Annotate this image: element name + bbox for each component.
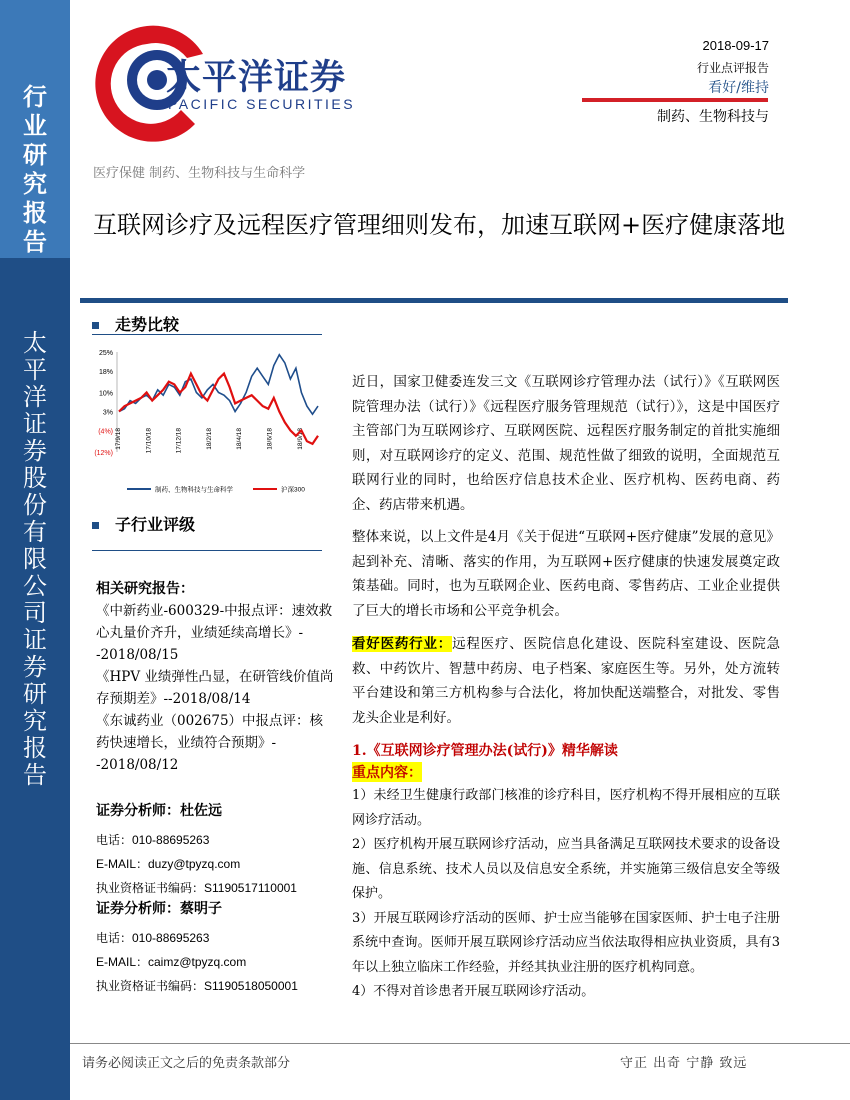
sidebar-char: 限: [23, 545, 47, 573]
logo-english-name: PACIFIC SECURITIES: [168, 96, 356, 112]
key-point: 4）不得对首诊患者开展互联网诊疗活动。: [352, 984, 595, 999]
page-title: 互联网诊疗及远程医疗管理细则发布，加速互联网+医疗健康落地: [93, 211, 786, 239]
key-points-label: 重点内容：: [352, 762, 422, 782]
body-paragraph: 近日，国家卫健委连发三文《互联网诊疗管理办法（试行）》《互联网医院管理办法（试行）》《远程医疗服务管理规范（试行）》，这是中国医疗主管部门为互联网诊疗、互联网医院、远程医疗服务制定的首批实施细则，对互联网诊疗的定义、范围、规范性做了细致的说明，全面规范互联网行业的同时，也给医疗信息技术企业、医疗机构、医药电商、药企、药店带来机遇。: [352, 374, 780, 513]
section-1-title: 1.《互联网诊疗管理办法(试行)》精华解读: [352, 743, 618, 759]
related-report-item[interactable]: 《中新药业-600329-中报点评：速效救心丸量价齐升，业绩延续高增长》--2018/08/15: [96, 603, 333, 663]
sidebar-char: 份: [23, 491, 47, 519]
related-report-item[interactable]: 《HPV 业绩弹性凸显，在研管线价值尚存预期差》--2018/08/14: [96, 669, 334, 707]
analyst-cert: 执业资格证书编码：S1190518050001: [96, 979, 298, 993]
sidebar-char: 股: [23, 464, 47, 492]
analyst-email[interactable]: E-MAIL：caimz@tpyzq.com: [96, 955, 247, 969]
key-points-list: [352, 784, 780, 1005]
sidebar-char: 究: [23, 169, 47, 198]
sidebar-char: 业: [23, 111, 47, 140]
sidebar-char: 券: [23, 653, 47, 681]
y-tick-label: 18%: [98, 368, 113, 376]
analyst-phone: 电话：010-88695263: [96, 833, 210, 847]
x-tick-label: 17/9/18: [115, 428, 123, 450]
report-type: 行业点评报告: [696, 61, 769, 75]
sidebar-char: 证: [23, 626, 47, 654]
sidebar-char: 报: [23, 734, 47, 762]
highlight-label: 看好医药行业：: [352, 636, 453, 652]
x-tick-label: 17/12/18: [175, 428, 183, 454]
sidebar-char: 研: [23, 140, 47, 169]
sidebar-char: 有: [23, 518, 47, 546]
industry-name: 制药、生物科技与: [657, 109, 769, 125]
sidebar-char: 太: [23, 329, 47, 357]
body-paragraph: 整体来说，以上文件是4月《关于促进“互联网+医疗健康”发展的意见》起到补充、清晰、落实的作用，为互联网+医疗健康的快速发展奠定政策基础。同时，也为互联网企业、医药电商、零售药店、工业企业提供了巨大的增长市场和公平竞争机会。: [352, 529, 780, 619]
footer-motto: 守正 出奇 宁静 致远: [620, 1056, 748, 1071]
section-divider: [92, 334, 322, 335]
legend-label: 沪深300: [281, 486, 305, 494]
analyst-email[interactable]: E-MAIL：duzy@tpyzq.com: [96, 857, 241, 871]
key-point: 3）开展互联网诊疗活动的医师、护士应当能够在国家医师、护士电子注册系统中查询。医师开展互联网诊疗活动应当依法取得相应执业资质，具有3年以上独立临床工作经验，并经其执业注册的医疗机构同意。: [352, 910, 780, 975]
section-rating-heading: 子行业评级: [92, 512, 195, 535]
y-tick-label: (12%): [94, 450, 113, 457]
report-date: 2018-09-17: [702, 38, 769, 53]
sidebar-char: 公: [23, 572, 47, 600]
bullet-square-icon: [92, 322, 99, 329]
sidebar-char: 研: [23, 680, 47, 708]
sidebar-char: 究: [23, 707, 47, 735]
x-tick-label: 18/2/18: [205, 428, 213, 450]
sidebar-char: 平: [23, 356, 47, 384]
y-tick-label: 10%: [98, 390, 113, 398]
y-tick-label: 25%: [98, 350, 113, 357]
footer-disclaimer: 请务必阅读正文之后的免责条款部分: [82, 1056, 291, 1071]
analyst-phone: 电话：010-88695263: [96, 931, 210, 945]
x-tick-label: 17/10/18: [145, 428, 153, 454]
related-reports-list: [96, 600, 336, 776]
section-trend-heading: 走势比较: [92, 312, 179, 335]
analyst-card: [96, 800, 336, 900]
logo-chinese-name: 太平洋证券: [166, 58, 347, 98]
sidebar-char: 告: [23, 227, 47, 256]
title-divider: [80, 298, 788, 303]
key-point: 2）医疗机构开展互联网诊疗活动，应当具备满足互联网技术要求的设备设施、信息系统、技术人员以及信息安全系统，并实施第三级信息安全等级保护。: [352, 837, 780, 901]
sidebar-company-name: [0, 330, 70, 789]
industry-rating: 看好/维持: [708, 80, 769, 96]
analyst-name: 证券分析师：杜佐远: [96, 803, 222, 819]
bullet-square-icon: [92, 522, 99, 529]
trend-comparison-chart: [85, 342, 330, 502]
header-red-line: [582, 98, 768, 102]
sidebar-char: 行: [23, 82, 47, 111]
sidebar-char: 券: [23, 437, 47, 465]
y-tick-label: 3%: [102, 409, 113, 417]
sidebar-char: 司: [23, 599, 47, 627]
sidebar-report-type: [0, 82, 70, 256]
sidebar-char: 告: [23, 761, 47, 789]
section-divider: [92, 550, 322, 551]
y-tick-label: (4%): [98, 428, 113, 436]
x-tick-label: 18/4/18: [236, 428, 244, 450]
series-line: [119, 355, 318, 415]
related-reports-title: 相关研究报告：: [96, 581, 194, 597]
analyst-card: [96, 898, 336, 998]
x-tick-label: 18/6/18: [266, 428, 274, 450]
analyst-cert: 执业资格证书编码：S1190517110001: [96, 881, 297, 895]
breadcrumb: 医疗保健 制药、生物科技与生命科学: [93, 166, 306, 181]
sidebar-char: 证: [23, 410, 47, 438]
legend-label: 制药、生物科技与生命科学: [155, 486, 233, 494]
analyst-name: 证券分析师：蔡明子: [96, 901, 222, 917]
footer-divider: [70, 1043, 850, 1044]
related-report-item[interactable]: 《东诚药业（002675）中报点评：核药快速增长，业绩符合预期》--2018/08/12: [96, 713, 324, 773]
x-tick-label: 18/9/18: [296, 428, 304, 450]
sidebar-char: 洋: [23, 383, 47, 411]
body-paragraph: 看好医药行业：远程医疗、医院信息化建设、医院科室建设、医院急救、中药饮片、智慧中药房、电子档案、家庭医生等。另外，处方流转平台建设和第三方机构参与合法化，将加快配送端整合，对批发、零售龙头企业是利好。: [352, 636, 781, 726]
sidebar-char: 报: [23, 198, 47, 227]
key-point: 1）未经卫生健康行政部门核准的诊疗科目，医疗机构不得开展相应的互联网诊疗活动。: [352, 788, 780, 828]
